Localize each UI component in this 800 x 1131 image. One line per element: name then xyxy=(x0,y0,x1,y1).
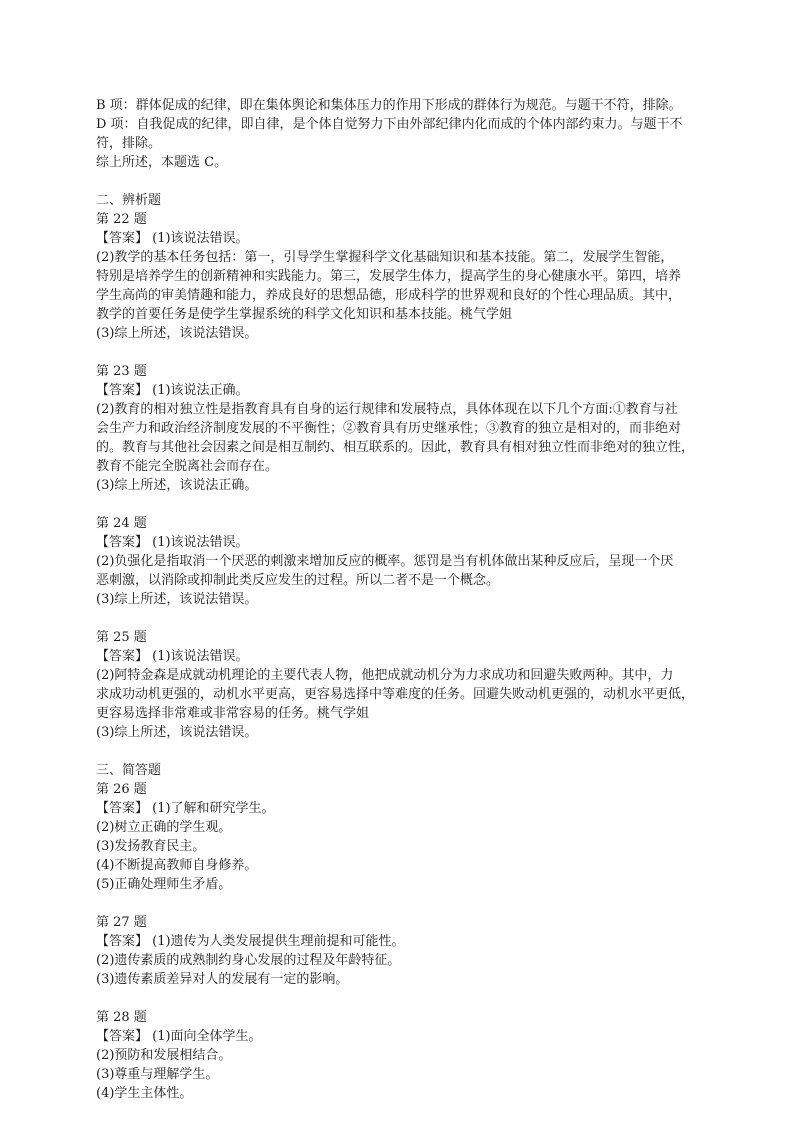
text-line: 特别是培养学生的创新精神和实践能力。第三，发展学生体力，提高学生的身心健康水平。第四，培养 xyxy=(96,269,682,284)
text-line: (3)综上所述，该说法错误。 xyxy=(96,592,258,607)
blank-line xyxy=(96,989,696,1008)
text-line: 教育不能完全脱离社会而存在。 xyxy=(96,459,279,474)
blank-line xyxy=(96,742,696,761)
text-line: (3)尊重与理解学生。 xyxy=(96,1067,219,1082)
blank-line xyxy=(96,172,696,191)
answer-line: 【答案】 (1)该说法错误。 xyxy=(96,231,249,246)
answer-line: 【答案】 (1)遗传为人类发展提供生理前提和可能性。 xyxy=(96,934,405,949)
text-line: (2)教学的基本任务包括：第一，引导学生掌握科学文化基础知识和基本技能。第二，发展学生智能， xyxy=(96,250,674,265)
text-line: (2)树立正确的学生观。 xyxy=(96,820,232,835)
text-line: (3)综上所述，该说法错误。 xyxy=(96,725,258,740)
text-line: B 项：群体促成的纪律，即在集体舆论和集体压力的作用下形成的群体行为规范。与题干不符，排除。 xyxy=(96,98,682,113)
text-line: 综上所述，本题选 C。 xyxy=(96,155,228,170)
text-line: (4)学生主体性。 xyxy=(96,1086,193,1101)
text-line: (2)负强化是指取消一个厌恶的刺激来增加反应的概率。惩罚是当有机体做出某种反应后，呈现一个厌 xyxy=(96,554,674,569)
text-line: 更容易选择非常难或非常容易的任务。桃气学姐 xyxy=(96,706,370,721)
text-line: 求成功动机更强的，动机水平更高，更容易选择中等难度的任务。回避失败动机更强的，动机水平更低， xyxy=(96,687,695,702)
question-number: 第 25 题 xyxy=(96,630,147,645)
question-number: 第 23 题 xyxy=(96,364,147,379)
text-line: (3)综上所述，该说法正确。 xyxy=(96,478,258,493)
text-line: (2)教育的相对独立性是指教育具有自身的运行规律和发展特点，具体体现在以下几个方面:①教育与社 xyxy=(96,402,678,417)
answer-line: 【答案】 (1)该说法正确。 xyxy=(96,383,249,398)
text-line: D 项：自我促成的纪律，即自律，是个体自觉努力下由外部纪律内化而成的个体内部约束力。与题干不 xyxy=(96,117,683,132)
question-number: 第 24 题 xyxy=(96,516,147,531)
question-number: 第 26 题 xyxy=(96,782,147,797)
blank-line xyxy=(96,609,696,628)
answer-line: 【答案】 (1)了解和研究学生。 xyxy=(96,801,275,816)
text-line: 会生产力和政治经济制度发展的不平衡性；②教育具有历史继承性；③教育的独立是相对的，而非绝对 xyxy=(96,421,682,436)
text-line: (2)预防和发展相结合。 xyxy=(96,1048,232,1063)
question-number: 第 28 题 xyxy=(96,1010,147,1025)
text-line: (2)遗传素质的成熟制约身心发展的过程及年龄特征。 xyxy=(96,953,401,968)
text-line: (5)正确处理师生矛盾。 xyxy=(96,877,232,892)
question-number: 第 27 题 xyxy=(96,915,147,930)
blank-line xyxy=(96,894,696,913)
document-page xyxy=(96,96,696,1103)
text-line: (4)不断提高教师自身修养。 xyxy=(96,858,258,873)
blank-line xyxy=(96,495,696,514)
text-line: (3)综上所述，该说法错误。 xyxy=(96,326,258,341)
answer-line: 【答案】 (1)该说法错误。 xyxy=(96,535,249,550)
text-line: 学生高尚的审美情趣和能力，养成良好的思想品德，形成科学的世界观和良好的个性心理品质。其中， xyxy=(96,288,682,303)
text-line: 的。教育与其他社会因素之间是相互制约、相互联系的。因此，教育具有相对独立性而非绝对的独立性， xyxy=(96,440,695,455)
section-heading: 三、简答题 xyxy=(96,763,162,778)
text-line: (2)阿特金森是成就动机理论的主要代表人物，他把成就动机分为力求成功和回避失败两种。其中，力 xyxy=(96,668,674,683)
text-line: 教学的首要任务是使学生掌握系统的科学文化知识和基本技能。桃气学姐 xyxy=(96,307,513,322)
text-line: (3)遗传素质差异对人的发展有一定的影响。 xyxy=(96,972,349,987)
section-heading: 二、辨析题 xyxy=(96,193,162,208)
text-line: 符，排除。 xyxy=(96,136,162,151)
answer-line: 【答案】 (1)面向全体学生。 xyxy=(96,1029,262,1044)
answer-line: 【答案】 (1)该说法错误。 xyxy=(96,649,249,664)
text-line: (3)发扬教育民主。 xyxy=(96,839,206,854)
text-line: 恶刺激，以消除或抑制此类反应发生的过程。所以二者不是一个概念。 xyxy=(96,573,500,588)
question-number: 第 22 题 xyxy=(96,212,147,227)
blank-line xyxy=(96,343,696,362)
